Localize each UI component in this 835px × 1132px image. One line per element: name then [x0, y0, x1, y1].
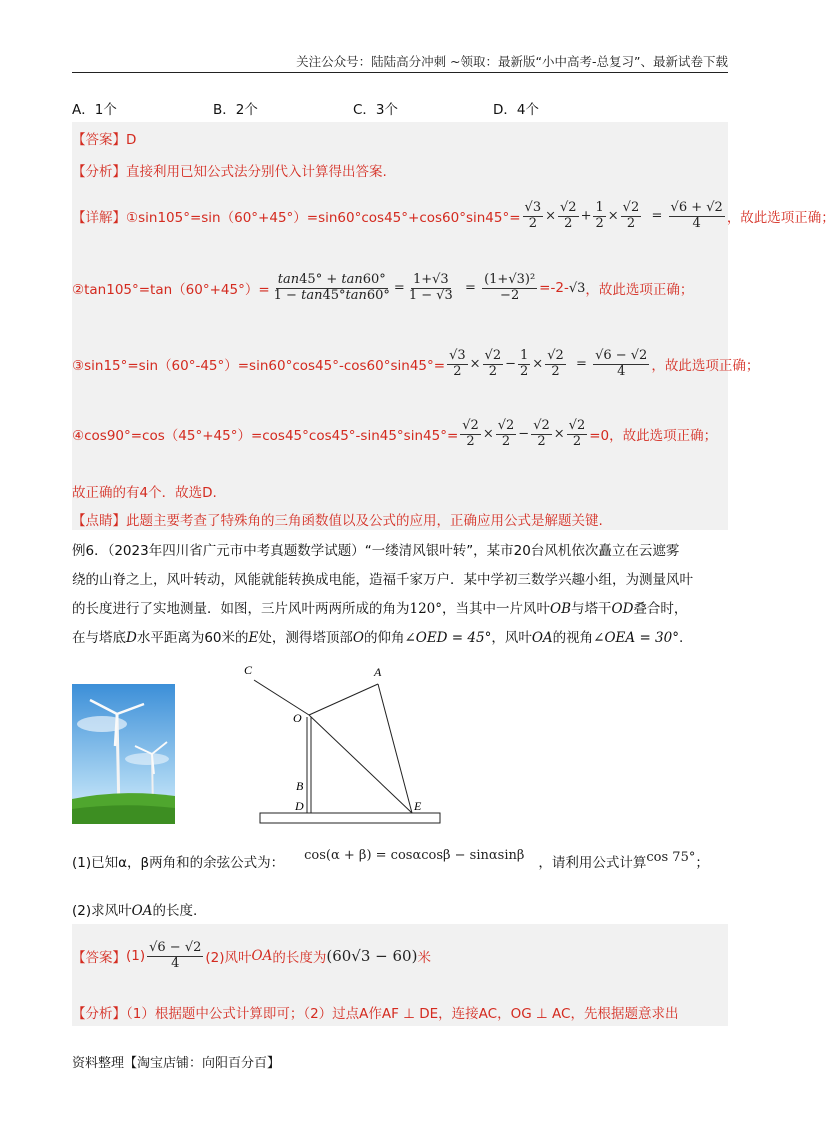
geometry-figure	[240, 660, 450, 830]
detail-step-4: ④cos90°=cos（45°+45°）=cos45°cos45°-sin45°sin45°=	[72, 428, 459, 444]
answer-value: D	[126, 132, 137, 148]
segment-ae	[378, 684, 412, 813]
analysis-2-label: 【分析】	[72, 1006, 126, 1022]
point-o-ref: O	[352, 630, 364, 646]
page-header: 关注公众号：陆陆高分冲刺 ~领取：最新版“小中高考-总复习”、最新试卷下载	[296, 54, 728, 69]
option-a: A．1个	[72, 102, 117, 118]
answer-2-line	[72, 928, 431, 984]
seg-oa: OA	[531, 630, 553, 646]
detail-formula-3: $\frac{√3}{2}$ × $\frac{√2}{2}$ − $\frac{1}{2}$ × $\frac{√2}{2}$ = $\frac{√6 - √2}{4}$	[449, 348, 648, 379]
example-line-3	[72, 595, 728, 624]
example-line-3-c: 与塔干	[571, 601, 612, 617]
answer-2-part-3: 的长度为	[272, 950, 327, 966]
question-1	[72, 847, 709, 871]
ground-base	[260, 813, 440, 823]
detail-line-3	[72, 334, 759, 394]
detail-step-3: ③sin15°=sin（60°-45°）=sin60°cos45°-cos60°sin45°=	[72, 358, 446, 374]
label-b: B	[296, 779, 304, 793]
segment-oe	[309, 715, 412, 813]
example-line-4	[72, 624, 728, 653]
answer-2-label: 【答案】	[72, 950, 126, 966]
detail-step-1: ①sin105°=sin（60°+45°）=sin60°cos45°+cos60°sin45°=	[126, 210, 521, 226]
answer-2-value: (60√3 − 60)	[326, 947, 418, 965]
question-2	[72, 899, 197, 919]
detail-step-2: ②tan105°=tan（60°+45°）=	[72, 282, 270, 298]
example-line-4-f: 的视角	[552, 630, 594, 646]
example-line-3-d: 叠合时，	[633, 601, 688, 617]
example-line-3-b: ，当其中一片风叶	[442, 601, 551, 617]
analysis-text: 直接利用已知公式法分别代入计算得出答案.	[126, 164, 387, 180]
detail-label: 【详解】	[72, 210, 126, 226]
detail-step-4-tail: =0，故此选项正确；	[589, 428, 718, 444]
example-line-4-e: ，风叶	[491, 630, 532, 646]
example-line-1: 例6．（2023年四川省广元市中考真题数学试题）“一缕清风银叶转”，某市20台风机依次矗立在云遮雾	[72, 543, 680, 559]
q2-tail: 的长度.	[152, 903, 198, 919]
detail-step-3-tail: ，故此选项正确；	[651, 358, 760, 374]
answer-2-part-2: (2)风叶	[205, 950, 252, 966]
label-d: D	[295, 799, 304, 813]
detail-line-2	[72, 258, 693, 318]
detail-step-2-mid: =-2-	[539, 280, 569, 296]
label-c: C	[244, 663, 253, 677]
point-e-ref: E	[248, 630, 259, 646]
detail-line-1	[72, 186, 835, 246]
answer-2-part-1: (1)	[126, 948, 146, 964]
wind-turbine-photo	[72, 684, 175, 824]
answer-2-unit: 米	[417, 950, 431, 966]
example-line-4-a: 在与塔底	[72, 630, 126, 646]
analysis-2-line	[72, 1002, 678, 1022]
page-footer: 资料整理【淘宝店铺：向阳百分百】	[72, 1056, 281, 1071]
detail-formula-4: $\frac{√2}{2}$ × $\frac{√2}{2}$ − $\frac{√2}{2}$ × $\frac{√2}{2}$	[462, 418, 586, 449]
detail-step-2-tail: ，故此选项正确；	[585, 282, 694, 298]
detail-line-4	[72, 404, 717, 464]
view-angle: ∠OEA = 30°	[593, 630, 679, 646]
detail-formula-1: $\frac{√3}{2}$ × $\frac{√2}{2}$ + $\frac{1}{2}$ × $\frac{√2}{2}$ = $\frac{√6 + √2}{4}$	[524, 200, 723, 231]
comment-label: 【点睛】	[72, 513, 126, 529]
example-line-4-b: 水平距离为60米的	[136, 630, 249, 646]
point-d-ref: D	[126, 630, 137, 646]
option-d: D．4个	[493, 102, 539, 118]
example-line-3-a: 的长度进行了实地测量．如图，三片风叶两两所成的角为	[72, 601, 410, 617]
blade-oc	[254, 680, 309, 715]
sqrt3-term: √3	[568, 280, 586, 296]
q1-tail: ；	[695, 855, 709, 871]
detail-formula-2: $\frac{\tan 45^\circ + \tan 60^\circ}{1 - \tan 45^\circ\tan 60^\circ}$ = $\frac{1+√3}{1 - √3}$ = $\frac{\text{(1+√3)²}}{-2}$	[273, 272, 536, 303]
example-line-4-g: .	[678, 630, 684, 646]
q1-prefix: (1)已知	[72, 855, 119, 871]
answer-label: 【答案】	[72, 132, 126, 148]
example-line-4-d: 的仰角	[363, 630, 405, 646]
answer-2-seg: OA	[251, 948, 273, 964]
comment-text: 此题主要考查了特殊角的三角函数值以及公式的应用，正确应用公式是解题关键.	[126, 513, 603, 529]
example-line-2: 绕的山脊之上，风叶转动，风能就能转换成电能，造福千家万户．某中学初三数学兴趣小组，为测量风叶	[72, 572, 693, 588]
q2-text: (2)求风叶	[72, 903, 132, 919]
example-paragraph	[72, 537, 728, 653]
option-b: B．2个	[213, 102, 258, 118]
example-line-4-c: 处，测得塔顶部	[258, 630, 353, 646]
blade-oa	[309, 684, 378, 715]
q2-seg: OA	[131, 903, 153, 919]
q1-text-2: ，请利用公式计算	[538, 855, 647, 871]
analysis-line	[72, 160, 387, 180]
analysis-2-text: （1）根据题中公式计算即可；（2）过点A作AF ⊥ DE，连接AC，OG ⊥ AC，先根据题意求出	[126, 1006, 679, 1022]
comment-line	[72, 509, 603, 529]
conclusion: 故正确的有4个．故选D.	[72, 485, 217, 501]
option-c: C．3个	[353, 102, 399, 118]
label-o: O	[293, 711, 302, 725]
q1-text: α，β两角和的余弦公式为：	[118, 855, 285, 871]
solution-block	[72, 122, 728, 530]
angle-120: 120°	[409, 601, 443, 617]
elevation-angle: ∠OED = 45°	[404, 630, 492, 646]
answer-line	[72, 128, 136, 148]
label-e: E	[414, 799, 422, 813]
label-a: A	[374, 665, 382, 679]
cos-sum-formula: cos(α + β) = cosαcosβ − sinαsinβ	[304, 847, 525, 863]
cos75: cos 75°	[646, 849, 696, 865]
header-divider	[72, 72, 728, 73]
answer-2-fraction: $\frac{√6 - √2}{4}$	[149, 940, 202, 971]
seg-od: OD	[611, 601, 634, 617]
detail-step-1-tail: ，故此选项正确；	[726, 210, 835, 226]
seg-ob: OB	[550, 601, 572, 617]
analysis-label: 【分析】	[72, 164, 126, 180]
